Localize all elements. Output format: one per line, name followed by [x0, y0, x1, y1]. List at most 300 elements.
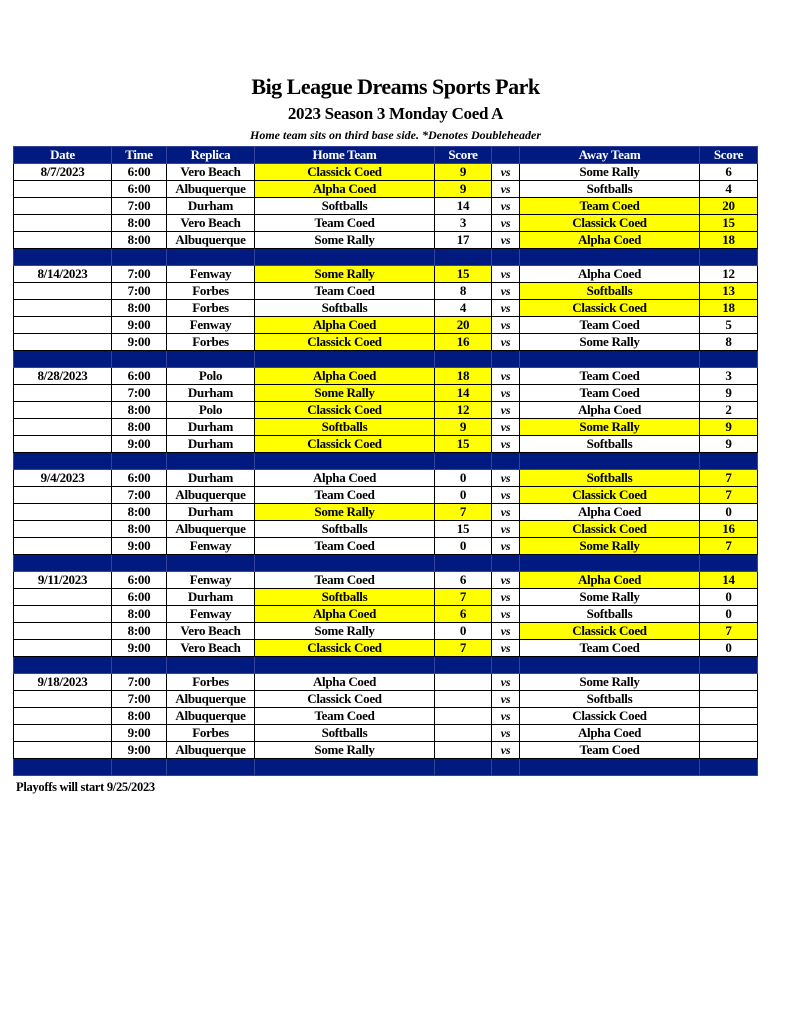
- table-row: [14, 708, 758, 725]
- vs-label: vs: [492, 164, 520, 181]
- away-score: 7: [700, 538, 758, 555]
- page-title: Big League Dreams Sports Park: [251, 74, 540, 99]
- vs-label: vs: [492, 504, 520, 521]
- table-row: [14, 266, 758, 283]
- home-score: 14: [435, 198, 492, 215]
- separator-cell: [435, 351, 492, 368]
- game-time: 6:00: [112, 181, 167, 198]
- column-header-home-score: Score: [435, 147, 492, 164]
- home-team: Softballs: [255, 725, 435, 742]
- vs-label: vs: [492, 198, 520, 215]
- game-field: Fenway: [167, 572, 255, 589]
- away-team: Alpha Coed: [520, 232, 700, 249]
- game-date: [14, 334, 112, 351]
- game-field: Forbes: [167, 674, 255, 691]
- away-team: Classick Coed: [520, 300, 700, 317]
- game-field: Fenway: [167, 317, 255, 334]
- table-row: [14, 470, 758, 487]
- game-date: [14, 419, 112, 436]
- week-separator-row: [14, 657, 758, 674]
- game-date: [14, 691, 112, 708]
- home-score: 3: [435, 215, 492, 232]
- table-row: [14, 725, 758, 742]
- away-score: [700, 708, 758, 725]
- home-team: Alpha Coed: [255, 368, 435, 385]
- table-row: [14, 640, 758, 657]
- home-score: 0: [435, 470, 492, 487]
- separator-cell: [492, 249, 520, 266]
- separator-cell: [492, 555, 520, 572]
- table-row: [14, 181, 758, 198]
- home-score: 14: [435, 385, 492, 402]
- away-team: Team Coed: [520, 385, 700, 402]
- schedule-table: [13, 146, 758, 776]
- away-score: [700, 725, 758, 742]
- away-team: Some Rally: [520, 538, 700, 555]
- away-team: Alpha Coed: [520, 402, 700, 419]
- separator-cell: [435, 453, 492, 470]
- game-time: 6:00: [112, 368, 167, 385]
- separator-cell: [255, 351, 435, 368]
- home-score: [435, 725, 492, 742]
- home-score: 15: [435, 521, 492, 538]
- away-score: 0: [700, 504, 758, 521]
- home-score: 0: [435, 538, 492, 555]
- game-field: Forbes: [167, 334, 255, 351]
- separator-cell: [520, 351, 700, 368]
- game-time: 6:00: [112, 164, 167, 181]
- separator-cell: [167, 657, 255, 674]
- separator-cell: [492, 453, 520, 470]
- table-row: [14, 402, 758, 419]
- home-score: 8: [435, 283, 492, 300]
- vs-label: vs: [492, 385, 520, 402]
- game-time: 7:00: [112, 487, 167, 504]
- home-score: 18: [435, 368, 492, 385]
- vs-label: vs: [492, 521, 520, 538]
- column-header-time: Time: [112, 147, 167, 164]
- separator-cell: [112, 249, 167, 266]
- away-team: Some Rally: [520, 674, 700, 691]
- game-date: [14, 640, 112, 657]
- game-date: [14, 317, 112, 334]
- away-score: [700, 674, 758, 691]
- game-time: 6:00: [112, 589, 167, 606]
- separator-cell: [167, 555, 255, 572]
- home-team: Team Coed: [255, 572, 435, 589]
- game-field: Vero Beach: [167, 215, 255, 232]
- game-time: 6:00: [112, 470, 167, 487]
- home-team: Alpha Coed: [255, 317, 435, 334]
- separator-cell: [435, 249, 492, 266]
- separator-cell: [112, 453, 167, 470]
- game-field: Albuquerque: [167, 691, 255, 708]
- game-field: Albuquerque: [167, 232, 255, 249]
- away-score: 6: [700, 164, 758, 181]
- away-score: 9: [700, 419, 758, 436]
- away-score: 18: [700, 300, 758, 317]
- table-row: [14, 419, 758, 436]
- table-row: [14, 283, 758, 300]
- table-row: [14, 215, 758, 232]
- home-team: Some Rally: [255, 742, 435, 759]
- game-field: Albuquerque: [167, 487, 255, 504]
- home-team: Alpha Coed: [255, 674, 435, 691]
- vs-label: vs: [492, 708, 520, 725]
- vs-label: vs: [492, 283, 520, 300]
- game-field: Polo: [167, 368, 255, 385]
- game-time: 8:00: [112, 402, 167, 419]
- game-field: Polo: [167, 402, 255, 419]
- column-header-away-team: Away Team: [520, 147, 700, 164]
- table-row: [14, 589, 758, 606]
- game-date: [14, 521, 112, 538]
- away-team: Classick Coed: [520, 708, 700, 725]
- playoffs-note: Playoffs will start 9/25/2023: [16, 780, 155, 794]
- game-time: 7:00: [112, 266, 167, 283]
- table-row: [14, 623, 758, 640]
- home-score: [435, 691, 492, 708]
- away-team: Team Coed: [520, 317, 700, 334]
- table-row: [14, 606, 758, 623]
- game-field: Forbes: [167, 725, 255, 742]
- separator-cell: [435, 657, 492, 674]
- game-date: [14, 436, 112, 453]
- separator-cell: [435, 759, 492, 776]
- home-score: 0: [435, 487, 492, 504]
- away-team: Softballs: [520, 470, 700, 487]
- game-date: 9/11/2023: [14, 572, 112, 589]
- table-row: [14, 691, 758, 708]
- home-score: 0: [435, 623, 492, 640]
- away-team: Some Rally: [520, 419, 700, 436]
- game-date: 9/18/2023: [14, 674, 112, 691]
- home-score: 16: [435, 334, 492, 351]
- game-time: 6:00: [112, 572, 167, 589]
- game-date: 8/7/2023: [14, 164, 112, 181]
- home-team: Team Coed: [255, 708, 435, 725]
- game-time: 9:00: [112, 538, 167, 555]
- column-header-away-score: Score: [700, 147, 758, 164]
- home-score: 20: [435, 317, 492, 334]
- week-separator-row: [14, 351, 758, 368]
- table-row: [14, 538, 758, 555]
- separator-cell: [520, 657, 700, 674]
- away-team: Softballs: [520, 606, 700, 623]
- away-score: 9: [700, 385, 758, 402]
- home-score: 15: [435, 266, 492, 283]
- game-date: [14, 283, 112, 300]
- game-field: Vero Beach: [167, 640, 255, 657]
- table-row: [14, 674, 758, 691]
- vs-label: vs: [492, 538, 520, 555]
- separator-cell: [112, 555, 167, 572]
- home-team: Team Coed: [255, 215, 435, 232]
- separator-cell: [14, 453, 112, 470]
- vs-label: vs: [492, 300, 520, 317]
- game-time: 8:00: [112, 504, 167, 521]
- table-row: [14, 300, 758, 317]
- game-date: [14, 487, 112, 504]
- separator-cell: [255, 249, 435, 266]
- home-team: Team Coed: [255, 487, 435, 504]
- table-row: [14, 385, 758, 402]
- season-subtitle: 2023 Season 3 Monday Coed A: [287, 104, 504, 123]
- game-field: Durham: [167, 504, 255, 521]
- away-team: Alpha Coed: [520, 266, 700, 283]
- game-date: [14, 232, 112, 249]
- home-score: 17: [435, 232, 492, 249]
- away-score: 20: [700, 198, 758, 215]
- game-field: Forbes: [167, 300, 255, 317]
- away-score: 0: [700, 606, 758, 623]
- table-row: [14, 572, 758, 589]
- away-team: Classick Coed: [520, 487, 700, 504]
- away-team: Team Coed: [520, 742, 700, 759]
- vs-label: vs: [492, 623, 520, 640]
- away-team: Team Coed: [520, 368, 700, 385]
- home-team: Alpha Coed: [255, 470, 435, 487]
- table-row: [14, 232, 758, 249]
- home-team: Some Rally: [255, 504, 435, 521]
- separator-cell: [700, 759, 758, 776]
- vs-label: vs: [492, 606, 520, 623]
- away-score: 9: [700, 436, 758, 453]
- home-team: Classick Coed: [255, 640, 435, 657]
- home-team: Classick Coed: [255, 402, 435, 419]
- separator-cell: [492, 759, 520, 776]
- home-team: Softballs: [255, 300, 435, 317]
- away-team: Some Rally: [520, 164, 700, 181]
- away-score: 4: [700, 181, 758, 198]
- away-team: Classick Coed: [520, 215, 700, 232]
- game-time: 8:00: [112, 623, 167, 640]
- separator-cell: [700, 453, 758, 470]
- table-row: [14, 198, 758, 215]
- week-separator-row: [14, 555, 758, 572]
- separator-cell: [14, 759, 112, 776]
- home-score: 6: [435, 572, 492, 589]
- away-score: 7: [700, 623, 758, 640]
- week-separator-row: [14, 249, 758, 266]
- game-field: Durham: [167, 470, 255, 487]
- away-team: Classick Coed: [520, 623, 700, 640]
- game-field: Fenway: [167, 538, 255, 555]
- vs-label: vs: [492, 640, 520, 657]
- away-score: 5: [700, 317, 758, 334]
- game-time: 9:00: [112, 742, 167, 759]
- vs-label: vs: [492, 419, 520, 436]
- separator-cell: [520, 249, 700, 266]
- away-score: 3: [700, 368, 758, 385]
- game-field: Vero Beach: [167, 623, 255, 640]
- game-date: [14, 504, 112, 521]
- game-field: Albuquerque: [167, 708, 255, 725]
- game-time: 7:00: [112, 198, 167, 215]
- game-date: [14, 708, 112, 725]
- column-header-vs: [492, 147, 520, 164]
- home-score: [435, 674, 492, 691]
- away-team: Alpha Coed: [520, 725, 700, 742]
- home-team: Classick Coed: [255, 436, 435, 453]
- home-team: Classick Coed: [255, 691, 435, 708]
- away-team: Alpha Coed: [520, 572, 700, 589]
- separator-cell: [700, 351, 758, 368]
- vs-label: vs: [492, 317, 520, 334]
- separator-cell: [255, 657, 435, 674]
- game-time: 7:00: [112, 385, 167, 402]
- away-team: Classick Coed: [520, 521, 700, 538]
- game-date: [14, 181, 112, 198]
- game-date: [14, 538, 112, 555]
- game-time: 7:00: [112, 674, 167, 691]
- home-team: Softballs: [255, 521, 435, 538]
- separator-cell: [14, 351, 112, 368]
- home-score: 6: [435, 606, 492, 623]
- game-field: Fenway: [167, 266, 255, 283]
- separator-cell: [255, 453, 435, 470]
- game-date: [14, 623, 112, 640]
- away-team: Team Coed: [520, 640, 700, 657]
- game-time: 9:00: [112, 436, 167, 453]
- vs-label: vs: [492, 266, 520, 283]
- separator-cell: [700, 249, 758, 266]
- away-team: Softballs: [520, 691, 700, 708]
- separator-cell: [167, 249, 255, 266]
- vs-label: vs: [492, 402, 520, 419]
- separator-cell: [255, 555, 435, 572]
- away-score: 0: [700, 589, 758, 606]
- game-date: [14, 198, 112, 215]
- game-time: 8:00: [112, 708, 167, 725]
- game-time: 9:00: [112, 334, 167, 351]
- away-score: 7: [700, 470, 758, 487]
- home-team: Softballs: [255, 419, 435, 436]
- separator-cell: [112, 351, 167, 368]
- home-score: [435, 742, 492, 759]
- away-team: Softballs: [520, 181, 700, 198]
- table-row: [14, 334, 758, 351]
- game-date: [14, 402, 112, 419]
- game-date: [14, 589, 112, 606]
- away-team: Some Rally: [520, 589, 700, 606]
- game-field: Durham: [167, 419, 255, 436]
- away-score: 12: [700, 266, 758, 283]
- home-team: Some Rally: [255, 385, 435, 402]
- away-score: 2: [700, 402, 758, 419]
- home-team: Some Rally: [255, 232, 435, 249]
- game-field: Vero Beach: [167, 164, 255, 181]
- game-time: 8:00: [112, 300, 167, 317]
- table-row: [14, 504, 758, 521]
- game-date: [14, 742, 112, 759]
- game-time: 8:00: [112, 521, 167, 538]
- home-score: 7: [435, 640, 492, 657]
- home-team: Alpha Coed: [255, 181, 435, 198]
- game-field: Albuquerque: [167, 521, 255, 538]
- table-row: [14, 742, 758, 759]
- week-separator-row: [14, 759, 758, 776]
- away-score: 16: [700, 521, 758, 538]
- separator-cell: [167, 759, 255, 776]
- game-field: Fenway: [167, 606, 255, 623]
- game-field: Albuquerque: [167, 181, 255, 198]
- separator-cell: [520, 759, 700, 776]
- vs-label: vs: [492, 725, 520, 742]
- separator-cell: [112, 759, 167, 776]
- away-score: 18: [700, 232, 758, 249]
- home-team: Softballs: [255, 589, 435, 606]
- vs-label: vs: [492, 436, 520, 453]
- separator-cell: [520, 555, 700, 572]
- separator-cell: [112, 657, 167, 674]
- separator-cell: [435, 555, 492, 572]
- away-score: 15: [700, 215, 758, 232]
- away-score: 14: [700, 572, 758, 589]
- home-score: [435, 708, 492, 725]
- vs-label: vs: [492, 589, 520, 606]
- table-row: [14, 368, 758, 385]
- vs-label: vs: [492, 470, 520, 487]
- column-header-replica: Replica: [167, 147, 255, 164]
- separator-cell: [520, 453, 700, 470]
- home-team: Classick Coed: [255, 334, 435, 351]
- vs-label: vs: [492, 572, 520, 589]
- separator-cell: [255, 759, 435, 776]
- vs-label: vs: [492, 334, 520, 351]
- vs-label: vs: [492, 215, 520, 232]
- home-score: 9: [435, 419, 492, 436]
- game-date: [14, 215, 112, 232]
- separator-cell: [14, 657, 112, 674]
- game-time: 7:00: [112, 283, 167, 300]
- game-date: [14, 725, 112, 742]
- table-row: [14, 164, 758, 181]
- column-header-date: Date: [14, 147, 112, 164]
- away-team: Team Coed: [520, 198, 700, 215]
- game-field: Albuquerque: [167, 742, 255, 759]
- table-header-row: [14, 147, 758, 164]
- home-score: 9: [435, 164, 492, 181]
- table-row: [14, 317, 758, 334]
- home-score: 9: [435, 181, 492, 198]
- separator-cell: [492, 657, 520, 674]
- separator-cell: [700, 657, 758, 674]
- game-field: Forbes: [167, 283, 255, 300]
- vs-label: vs: [492, 487, 520, 504]
- away-score: 7: [700, 487, 758, 504]
- home-score: 7: [435, 504, 492, 521]
- game-date: [14, 300, 112, 317]
- home-score: 4: [435, 300, 492, 317]
- home-score: 7: [435, 589, 492, 606]
- away-score: 8: [700, 334, 758, 351]
- game-date: [14, 606, 112, 623]
- away-score: 0: [700, 640, 758, 657]
- away-team: Softballs: [520, 283, 700, 300]
- game-time: 8:00: [112, 419, 167, 436]
- week-separator-row: [14, 453, 758, 470]
- home-team: Team Coed: [255, 538, 435, 555]
- table-row: [14, 487, 758, 504]
- separator-cell: [492, 351, 520, 368]
- game-time: 9:00: [112, 640, 167, 657]
- away-score: 13: [700, 283, 758, 300]
- home-team: Softballs: [255, 198, 435, 215]
- game-date: [14, 385, 112, 402]
- schedule-note: Home team sits on third base side. *Denotes Doubleheader: [250, 128, 541, 142]
- away-score: [700, 691, 758, 708]
